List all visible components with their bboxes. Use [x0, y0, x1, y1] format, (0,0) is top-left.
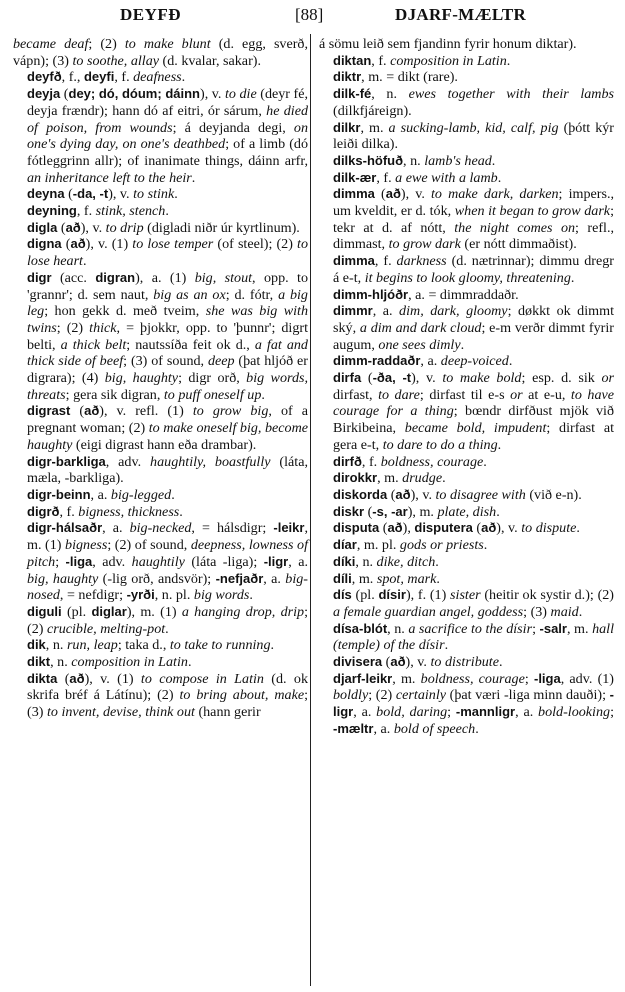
dictionary-entry: djarf-leikr, m. boldness, courage; -liga, adv. (1) boldly; (2) certainly (þat væri -liga minn dauði); -ligr, a. bold, daring; -mannligr, a. bold-looking; -mæltr, a. bold of speech.	[333, 670, 615, 737]
dictionary-entry: digrast (að), v. refl. (1) to grow big, of a pregnant woman; (2) to make oneself big, become haughty (eigi digrast hann eða drambar).	[27, 403, 309, 453]
right-column	[319, 36, 614, 738]
dictionary-entry: dilk-fé, n. ewes together with their lambs (dilkfjáreign).	[333, 86, 615, 119]
dictionary-entry: digna (að), v. (1) to lose temper (of steel); (2) to lose heart.	[27, 236, 308, 270]
left-column	[13, 36, 308, 721]
dictionary-entry: dirokkr, m. drudge.	[333, 470, 446, 487]
page-header	[0, 5, 625, 29]
dictionary-entry: dísa-blót, n. a sacrifice to the dísir; -salr, m. hall (temple) of the dísir.	[333, 620, 614, 654]
dictionary-entry: deyja (dey; dó, dóum; dáinn), v. to die (deyr fé, deyja frændr); hann dó af eitri, ór sárum, he died of poison, from wounds; á deyjanda degi, on one's dying day, on one's deathbed; of a limb (dó fótleggrinn allr); of inanimate things, dáinn arfr, an inheritance left to the heir.	[27, 86, 309, 186]
dictionary-entry: digr-barkliga, adv. haughtily, boastfully (láta, mæla, -barkliga).	[27, 453, 308, 487]
dictionary-entry: diktr, m. = dikt (rare).	[333, 69, 458, 86]
dictionary-entry: diskorda (að), v. to disagree with (við e-n).	[333, 486, 582, 503]
dictionary-entry: dimmr, a. dim, dark, gloomy; døkkt ok dimmt ský, a dim and dark cloud; e-m verðr dimmt fyrir augum, one sees dimly.	[333, 303, 614, 353]
dictionary-entry: digr (acc. digran), a. (1) big, stout, opp. to 'grannr'; d. sem naut, big as an ox; d. fótr, a big leg; hon gekk d. með tveim, she was big with twins; (2) thick, = þjokkr, opp. to 'þunnr'; digrt belti, a thick belt; nautssíða feit ok d., a fat and thick side of beef; (3) of sound, deep (þat hljóð er digrara); (4) big, haughty; digr orð, big words, threats; gera sik digran, to puff oneself up.	[27, 269, 309, 403]
dictionary-entry: diguli (pl. diglar), m. (1) a hanging drop, drip; (2) crucible, melting-pot.	[27, 603, 308, 637]
dictionary-entry: digr-beinn, a. big-legged.	[27, 486, 175, 503]
dictionary-entry: dimm-raddaðr, a. deep-voiced.	[333, 353, 513, 370]
dictionary-entry: díli, m. spot, mark.	[333, 570, 440, 587]
dictionary-entry: digrð, f. bigness, thickness.	[27, 503, 183, 520]
dictionary-entry: á sömu leið sem fjandinn fyrir honum diktar).	[319, 36, 577, 52]
dictionary-entry: dimma (að), v. to make dark, darken; impers., um kveldit, er d. tók, when it began to grow dark; tekr at d. af nótt, the night comes on; refl., dimmast, to grow dark (er nótt dimmaðist).	[333, 186, 615, 253]
dictionary-entry: dikt, n. composition in Latin.	[27, 654, 192, 671]
dictionary-entry: became deaf; (2) to make blunt (d. egg, sverð, vápn); (3) to soothe, allay (d. kvalar, sakar).	[13, 36, 309, 69]
dictionary-entry: deyfð, f., deyfi, f. deafness.	[27, 69, 186, 86]
dictionary-entry: divisera (að), v. to distribute.	[333, 654, 503, 671]
dictionary-entry: deyning, f. stink, stench.	[27, 203, 169, 220]
dictionary-entry: digla (að), v. to drip (digladi niðr úr kyrtlinum).	[27, 219, 300, 236]
dictionary-entry: disputa (að), disputera (að), v. to dispute.	[333, 520, 580, 537]
dictionary-entry: dimma, f. darkness (d. nætrinnar); dimmu dregr á e-t, it begins to look gloomy, threatening.	[333, 253, 614, 286]
header-left-guideword: DEYFÐ	[120, 5, 182, 24]
column-divider	[310, 34, 311, 986]
dictionary-entry: diktan, f. composition in Latin.	[333, 52, 511, 69]
dictionary-entry: dikta (að), v. (1) to compose in Latin (d. ok skrifa bréf á Látínu); (2) to bring about, make; (3) to invent, devise, think out (hann gerir	[27, 670, 309, 721]
dictionary-entry: dilks-höfuð, n. lamb's head.	[333, 152, 496, 169]
dictionary-entry: deyna (-da, -t), v. to stink.	[27, 186, 178, 203]
dictionary-entry: dimm-hljóðr, a. = dimmraddaðr.	[333, 286, 519, 303]
dictionary-entry: dik, n. run, leap; taka d., to take to running.	[27, 637, 275, 654]
dictionary-entry: dirfa (-ða, -t), v. to make bold; esp. d. sik or dirfast, to dare; dirfast til e-s or at e-u, to have courage for a thing; bœndr dirfðust mjök við Birkibeina, became bold, impudent; dirfast at gera e-t, to dare to do a thing.	[333, 370, 615, 453]
dictionary-entry: dilkr, m. a sucking-lamb, kid, calf, pig (þótt kýr leiði dilka).	[333, 119, 614, 153]
page-number: [88]	[295, 5, 324, 24]
dictionary-entry: dís (pl. dísir), f. (1) sister (heitir ok systir d.); (2) a female guardian angel, goddess; (3) maid.	[333, 587, 614, 620]
dictionary-entry: diskr (-s, -ar), m. plate, dish.	[333, 503, 500, 520]
dictionary-entry: díar, m. pl. gods or priests.	[333, 537, 488, 554]
dictionary-entry: díki, n. dike, ditch.	[333, 553, 439, 570]
dictionary-entry: digr-hálsaðr, a. big-necked, = hálsdigr; -leikr, m. (1) bigness; (2) of sound, deepness, lowness of pitch; -liga, adv. haughtily (láta -liga); -ligr, a. big, haughty (-lig orð, andsvör); -nefjaðr, a. big-nosed, = nefdigr; -yrði, n. pl. big words.	[27, 520, 308, 604]
dictionary-entry: dirfð, f. boldness, courage.	[333, 453, 487, 470]
dictionary-entry: dilk-ær, f. a ewe with a lamb.	[333, 169, 502, 186]
header-right-guideword: DJARF-MÆLTR	[395, 5, 527, 24]
